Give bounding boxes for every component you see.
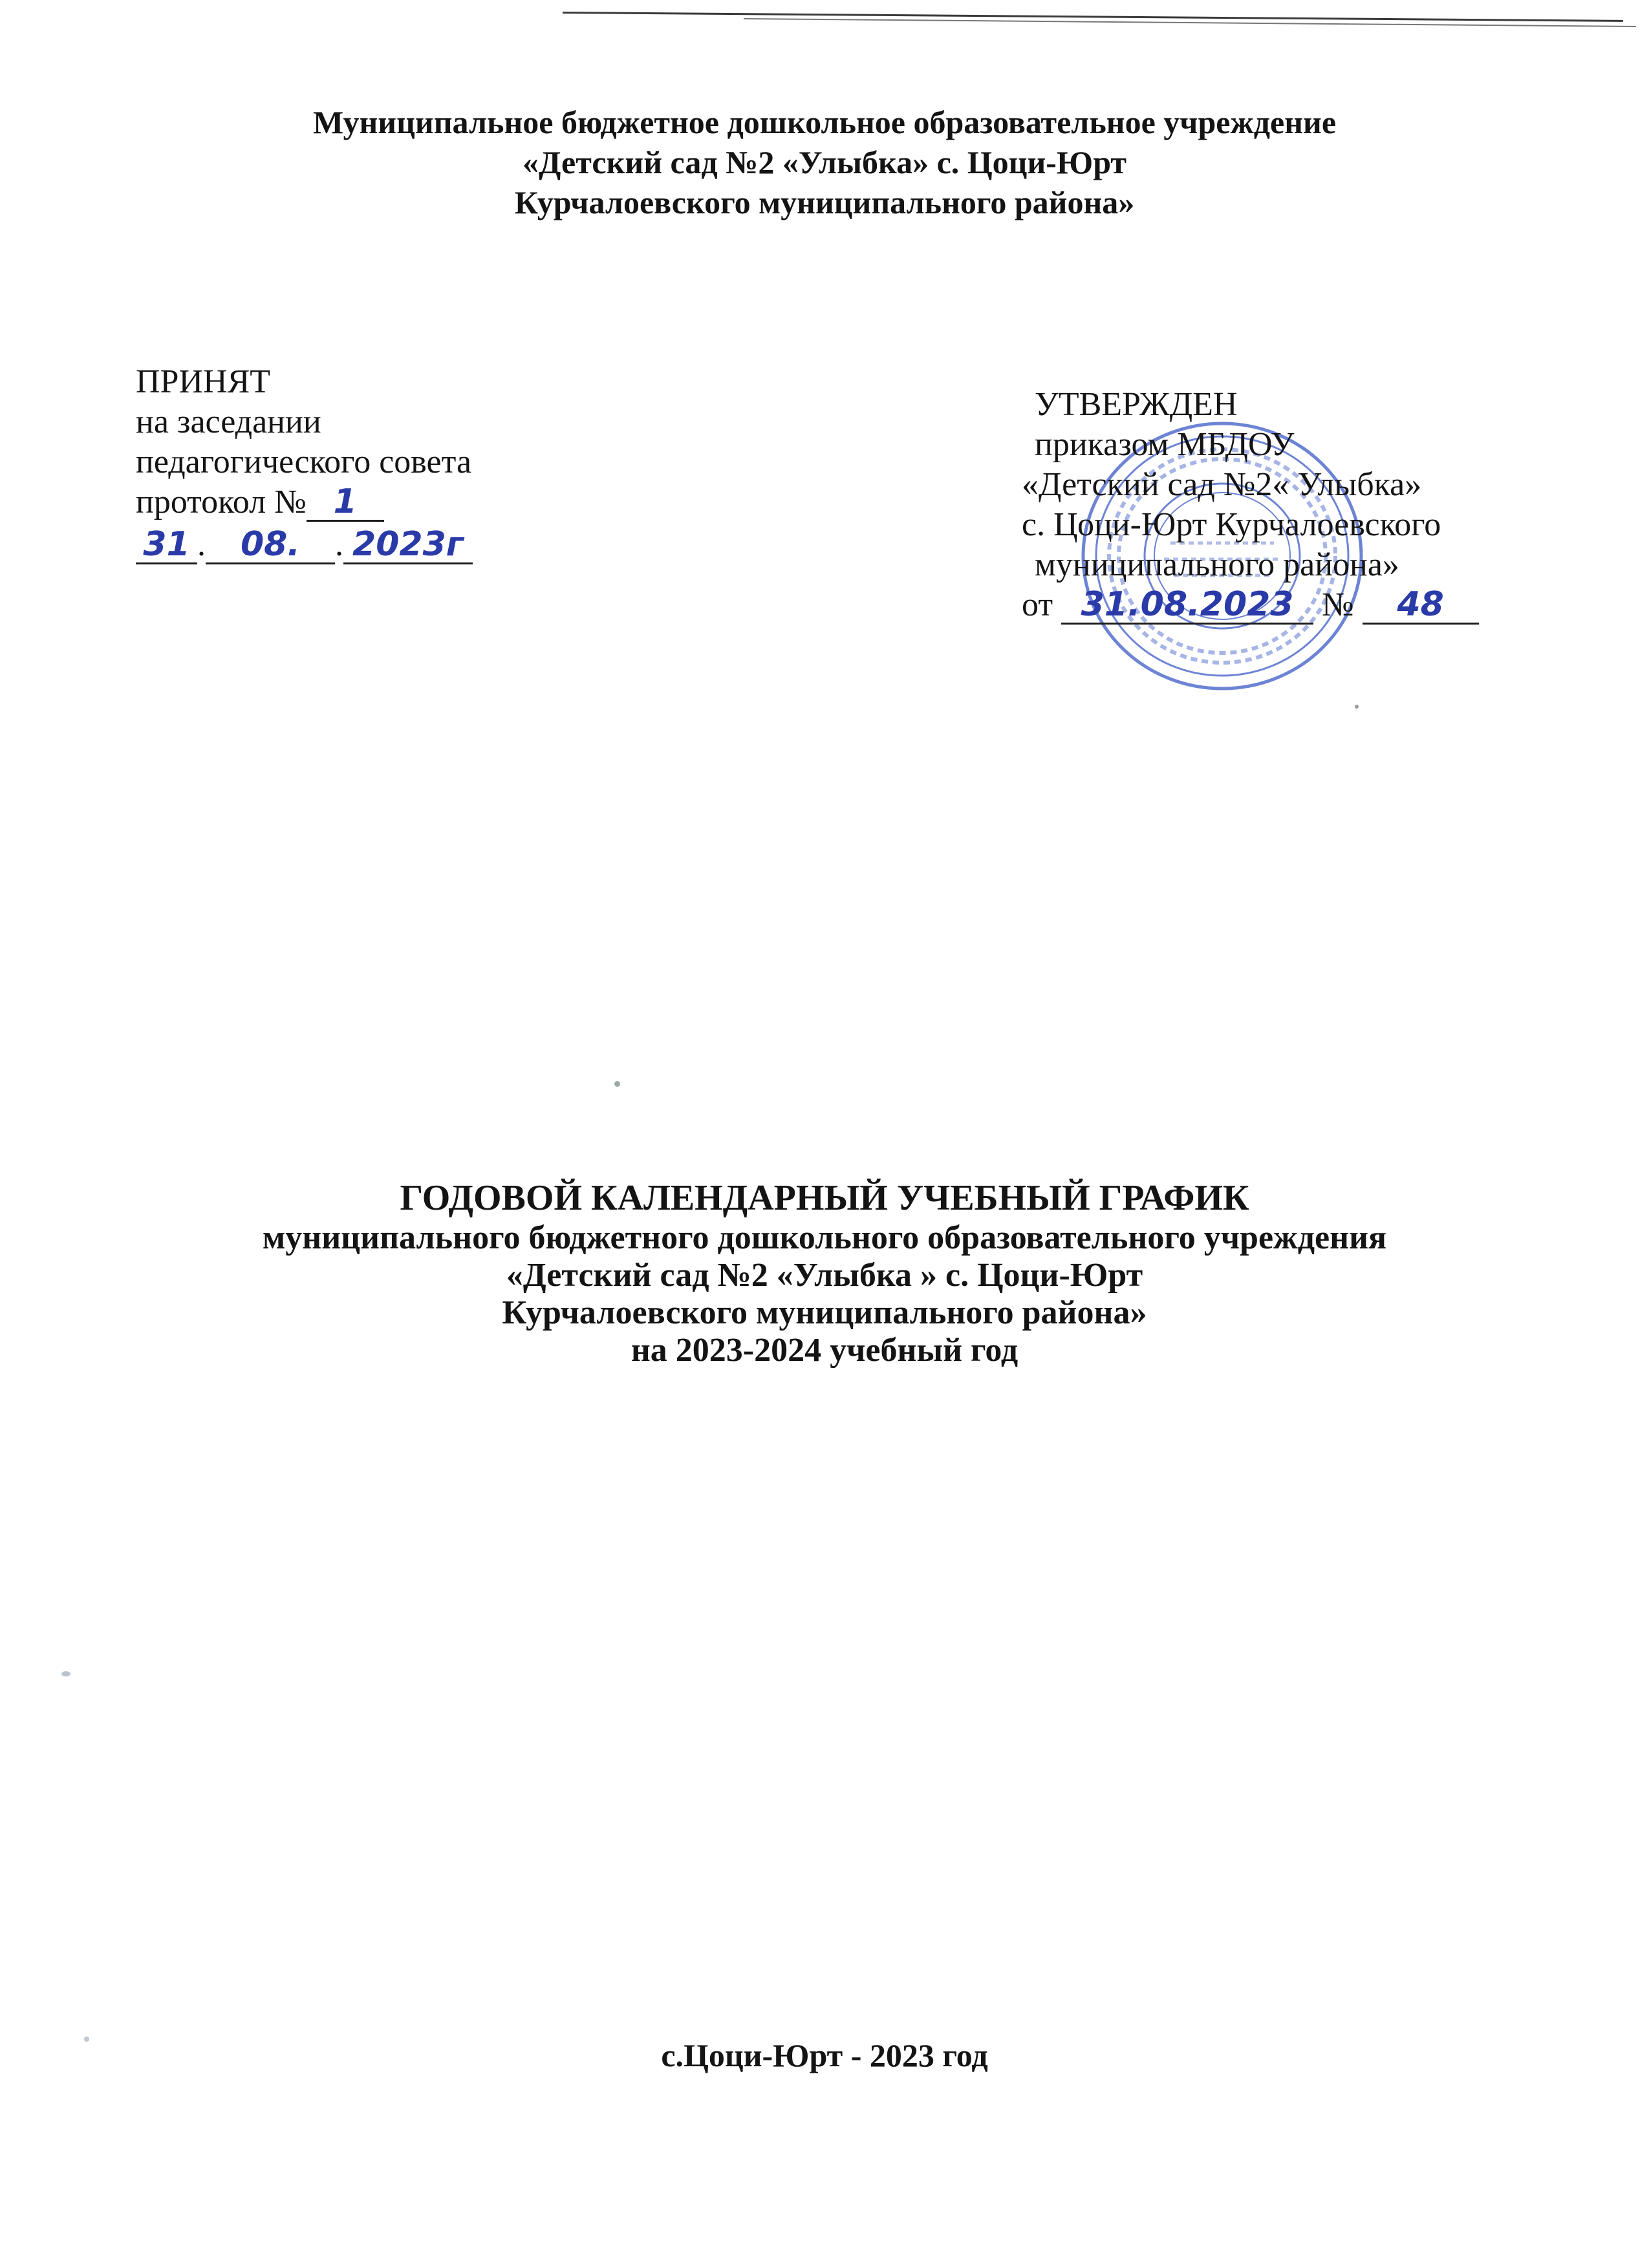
header-line-1: Муниципальное бюджетное дошкольное образовательное учреждение: [312, 104, 1337, 140]
approved-line-2: «Детский сад №2« Улыбка»: [1022, 466, 1422, 503]
protocol-line: [136, 482, 473, 522]
accepted-title: ПРИНЯТ: [136, 363, 271, 400]
approved-date: 31.08.2023: [1061, 586, 1313, 625]
title-line-5: на 2023-2024 учебный год: [630, 1332, 1018, 1369]
scan-artifact-line: [563, 12, 1623, 22]
accepted-date-month: 08.: [206, 526, 335, 564]
approved-line-1: приказом МБДОУ: [1035, 426, 1295, 463]
scan-speck: [84, 2037, 89, 2042]
approved-number-label: №: [1322, 586, 1354, 623]
approved-date-line: [1022, 585, 1479, 625]
accepted-date-line: 31 . 08. . 2023г: [136, 525, 473, 565]
header-line-2: «Детский сад №2 «Улыбка» с. Цоци-Юрт: [523, 144, 1126, 180]
approved-from-label: от: [1022, 586, 1053, 623]
scan-speck: [1355, 705, 1359, 709]
title-line-4: Курчалоевского муниципального района»: [502, 1294, 1147, 1331]
protocol-label: протокол №: [136, 484, 307, 520]
scan-speck: [614, 1081, 620, 1087]
document-title-block: [0, 1177, 1649, 1369]
protocol-number: 1: [307, 484, 384, 522]
approved-number: 48: [1363, 586, 1479, 625]
approved-line-4: муниципального района»: [1035, 546, 1399, 583]
accepted-block: [136, 362, 473, 565]
accepted-line-2: педагогического совета: [136, 444, 472, 480]
scan-speck: [61, 1671, 70, 1676]
approved-title: УТВЕРЖДЕН: [1035, 386, 1238, 423]
title-line-2: муниципального бюджетного дошкольного образовательного учреждения: [262, 1219, 1387, 1256]
title-line-3: «Детский сад №2 «Улыбка » с. Цоци-Юрт: [506, 1257, 1143, 1294]
approved-line-3: с. Цоци-Юрт Курчалоевского: [1022, 506, 1441, 543]
approved-block: [1022, 385, 1479, 625]
institution-header: [0, 102, 1649, 222]
footer-place-year: с.Цоци-Юрт - 2023 год: [661, 2037, 988, 2073]
accepted-date-year: 2023г: [343, 526, 473, 564]
header-line-3: Курчалоевского муниципального района»: [514, 184, 1135, 220]
document-title: ГОДОВОЙ КАЛЕНДАРНЫЙ УЧЕБНЫЙ ГРАФИК: [400, 1178, 1249, 1218]
accepted-date-day: 31: [136, 526, 197, 564]
accepted-line-1: на заседании: [136, 403, 321, 440]
